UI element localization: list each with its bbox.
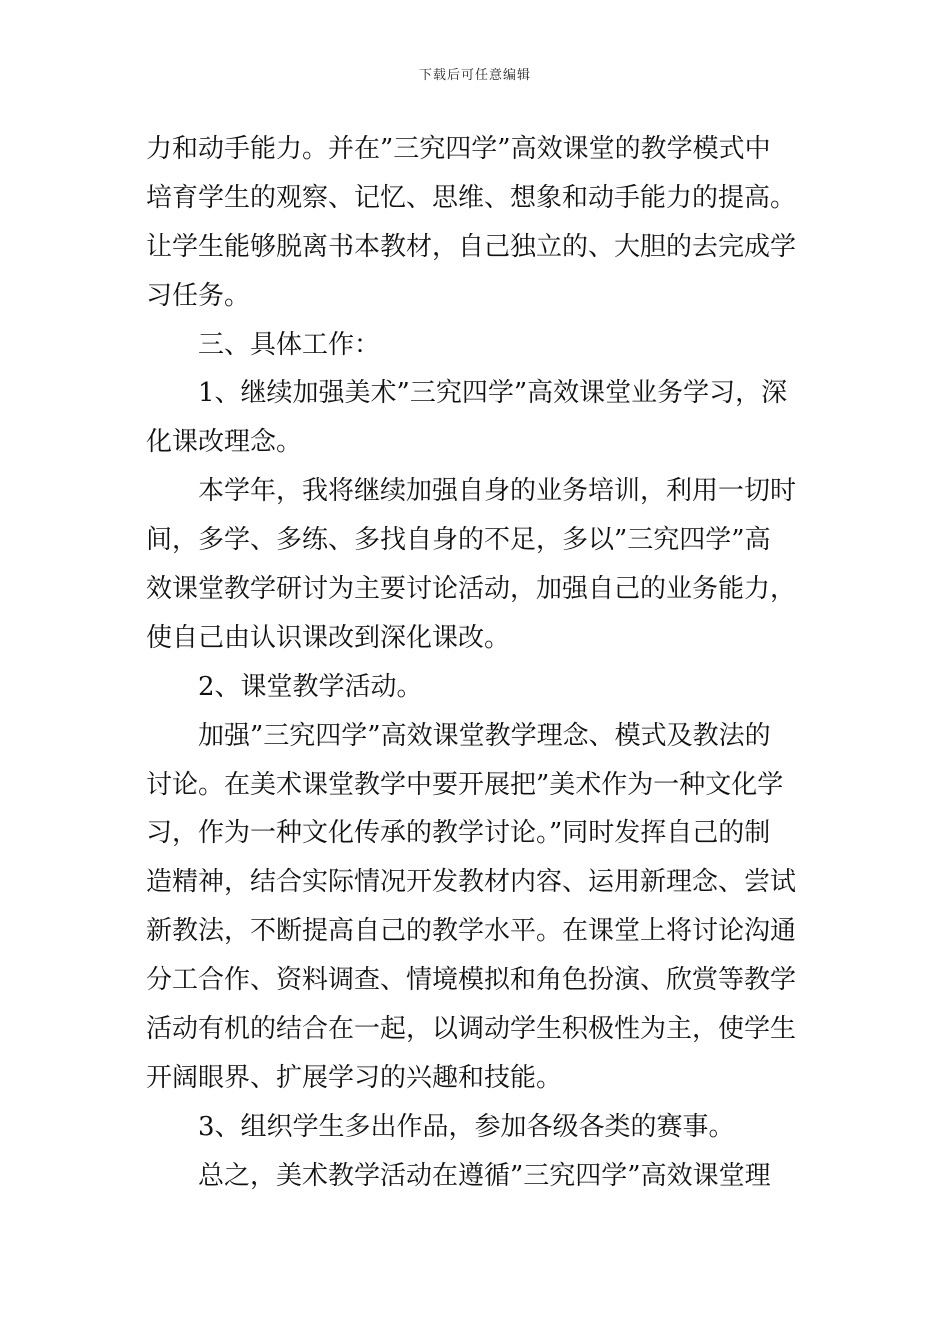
text-line: 活动有机的结合在一起，以调动学生积极性为主，使学生: [146, 1014, 797, 1045]
text-line: 习，作为一种文化传承的教学讨论。”同时发挥自己的制: [146, 818, 771, 849]
text-line: 造精神，结合实际情况开发教材内容、运用新理念、尝试: [146, 867, 797, 898]
text-line: 效课堂教学研讨为主要讨论活动，加强自己的业务能力，: [146, 574, 797, 605]
text-line: 新教法，不断提高自己的教学水平。在课堂上将讨论沟通: [146, 916, 797, 947]
text-line: 讨论。在美术课堂教学中要开展把”美术作为一种文化学: [146, 769, 784, 800]
text-line: 总之，美术教学活动在遵循”三究四学”高效课堂理: [198, 1160, 771, 1191]
section-heading: 三、具体工作：: [198, 329, 381, 360]
text-line: 开阔眼界、扩展学习的兴趣和技能。: [146, 1062, 563, 1093]
text-line: 3、组织学生多出作品，参加各级各类的赛事。: [198, 1111, 735, 1142]
text-line: 本学年，我将继续加强自身的业务培训，利用一切时: [198, 476, 797, 507]
text-line: 分工合作、资料调查、情境模拟和角色扮演、欣赏等教学: [146, 965, 797, 996]
text-line: 让学生能够脱离书本教材，自己独立的、大胆的去完成学: [146, 231, 797, 262]
text-line: 间，多学、多练、多找自身的不足，多以”三究四学”高: [146, 525, 771, 556]
text-line: 加强”三究四学”高效课堂教学理念、模式及教法的: [198, 720, 771, 751]
text-line: 化课改理念。: [146, 427, 303, 458]
text-line: 2、课堂教学活动。: [198, 671, 423, 702]
page-header: 下载后可任意编辑: [418, 68, 531, 83]
text-line: 力和动手能力。并在”三究四学”高效课堂的教学模式中: [146, 134, 771, 164]
text-line: 使自己由认识课改到深化课改。: [146, 622, 511, 653]
text-line: 1、继续加强美术”三究四学”高效课堂业务学习，深: [198, 378, 788, 409]
document-body: [146, 125, 816, 1201]
text-line: 培育学生的观察、记忆、思维、想象和动手能力的提高。: [146, 182, 797, 213]
text-line: 习任务。: [146, 280, 251, 311]
